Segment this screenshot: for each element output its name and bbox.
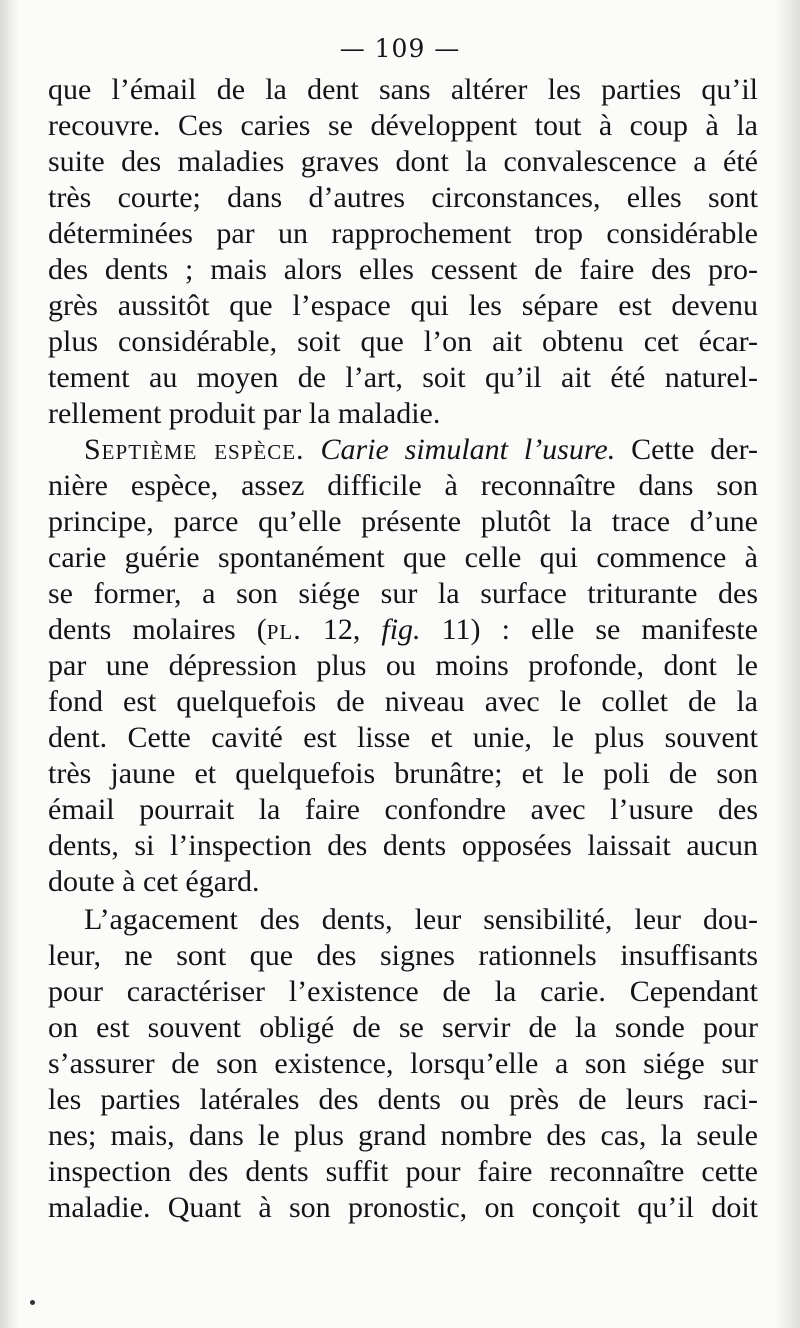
text-line: principe, parce qu’elle présente plutôt la trace d’une [48, 505, 758, 538]
text-line: pour caractériser l’existence de la carie. Cependant [48, 975, 758, 1008]
text-line: par une dépression plus ou moins profonde, dont le [48, 649, 758, 682]
plate-abbrev: pl. [266, 613, 302, 646]
text-line: très jaune et quelquefois brunâtre; et le poli de son [48, 757, 758, 790]
text-line: carie guérie spontanément que celle qui commence à [48, 541, 758, 574]
text-line: que l’émail de la dent sans altérer les parties qu’il [48, 73, 758, 106]
text-line: très courte; dans d’autres circonstances, elles sont [48, 181, 758, 214]
text-line: les parties latérales des dents ou près de leurs raci- [48, 1083, 758, 1116]
text-line: s’assurer de son existence, lorsqu’elle a son siége sur [48, 1047, 758, 1080]
text-line: L’agacement des dents, leur sensibilité, leur dou- [84, 903, 758, 936]
text-line: émail pourrait la faire confondre avec l’usure des [48, 793, 758, 826]
text-line: dent. Cette cavité est lisse et unie, le plus souvent [48, 721, 758, 754]
text-line: rellement produit par la maladie. [48, 397, 441, 430]
text-line: tement au moyen de l’art, soit qu’il ait été naturel- [48, 361, 758, 394]
text-line: nes; mais, dans le plus grand nombre des cas, la seule [48, 1119, 758, 1152]
line-part: 11) : elle se manifeste [420, 613, 758, 646]
page-right-shadow [776, 0, 800, 1328]
page-number: — 109 — [339, 34, 461, 63]
page-left-shadow [0, 0, 18, 1328]
text-line: maladie. Quant à son pronostic, on conçoit qu’il doit [48, 1191, 758, 1224]
text-line: plus considérable, soit que l’on ait obtenu cet écar- [48, 325, 758, 358]
section-heading-continuation: Cette der- [615, 433, 758, 466]
text-line: des dents ; mais alors elles cessent de faire des pro- [48, 253, 758, 286]
text-line: on est souvent obligé de se servir de la sonde pour [48, 1011, 758, 1044]
line-part: dents molaires ( [48, 613, 267, 646]
section-label: Septième espèce. [84, 433, 305, 466]
section-heading-line [48, 432, 758, 468]
figure-abbrev: fig. [381, 613, 421, 646]
text-line: doute à cet égard. [48, 865, 260, 898]
text-line: se former, a son siége sur la surface triturante des [48, 577, 758, 610]
text-line: dents, si l’inspection des dents opposées laissait aucun [48, 829, 758, 862]
text-line: suite des maladies graves dont la convalescence a été [48, 145, 758, 178]
text-line: grès aussitôt que l’espace qui les sépare est devenu [48, 289, 758, 322]
text-line: nière espèce, assez difficile à reconnaître dans son [48, 469, 758, 502]
section-title: Carie simulant l’usure. [320, 433, 616, 466]
body-text [48, 72, 758, 1226]
text-line: inspection des dents suffit pour faire reconnaître cette [48, 1155, 758, 1188]
line-part: 12, [301, 613, 382, 646]
text-line: fond est quelquefois de niveau avec le collet de la [48, 685, 758, 718]
text-line: déterminées par un rapprochement trop considérable [48, 217, 758, 250]
plate-reference-line [48, 612, 758, 648]
text-line: recouvre. Ces caries se développent tout à coup à la [48, 109, 758, 142]
text-line: leur, ne sont que des signes rationnels insuffisants [48, 939, 758, 972]
ink-speck [30, 1300, 35, 1305]
